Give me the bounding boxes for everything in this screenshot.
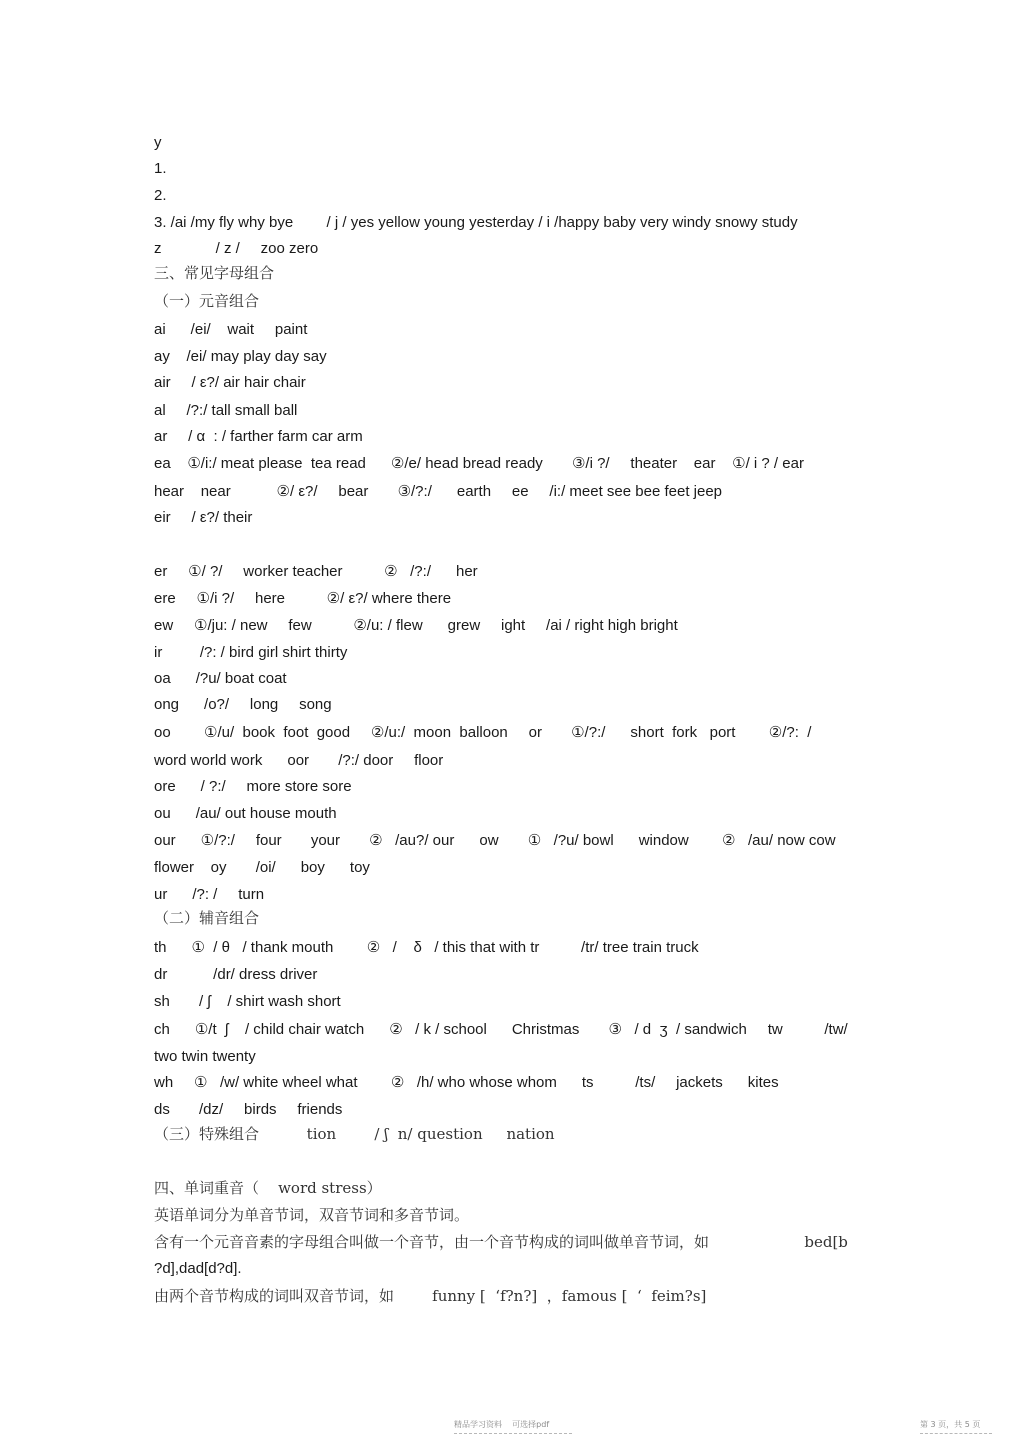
text-line: 由两个音节构成的词叫双音节词，如 funny [ ‘f?n?] ，famous [ ‘ feim?s] bbox=[154, 1287, 707, 1305]
text-line: ir /?: / bird girl shirt thirty bbox=[154, 644, 348, 661]
text-line: air / ε?/ air hair chair bbox=[154, 374, 306, 391]
subsection-heading: （二）辅音组合 bbox=[154, 909, 260, 927]
subsection-heading: （一）元音组合 bbox=[154, 292, 260, 310]
text-line: er ①/ ?/ worker teacher ② /?:/ her bbox=[154, 563, 478, 580]
text-line: ong /o?/ long song bbox=[154, 696, 332, 713]
section-heading: 三、常见字母组合 bbox=[154, 264, 275, 282]
text-line: th ① / θ / thank mouth ② / δ / this that with tr /tr/ tree train truck bbox=[154, 939, 699, 956]
text-line: wh ① /w/ white wheel what ② /h/ who whose whom ts /ts/ jackets kites bbox=[154, 1074, 779, 1091]
text-line: ou /au/ out house mouth bbox=[154, 805, 337, 822]
text-line: z / z / zoo zero bbox=[154, 240, 319, 257]
text-line: ea ①/i:/ meat please tea read ②/e/ head bread ready ③/i ?/ theater ear ①/ i ? / ear bbox=[154, 455, 804, 472]
text-line: flower oy /oi/ boy toy bbox=[154, 859, 370, 876]
text-line: 含有一个元音音素的字母组合叫做一个音节，由一个音节构成的词叫做单音节词，如 bed[b bbox=[154, 1233, 848, 1251]
text-line: ere ①/i ?/ here ②/ ε?/ where there bbox=[154, 590, 452, 607]
text-line: eir / ε?/ their bbox=[154, 509, 253, 526]
text-line: ar / α : / farther farm car arm bbox=[154, 428, 363, 445]
text-line: ai /ei/ wait paint bbox=[154, 321, 308, 338]
footer-left-label: 精品学习资料 可选择pdf bbox=[454, 1420, 550, 1429]
text-line: 1. bbox=[154, 160, 167, 177]
page-number: 第 3 页，共 5 页 bbox=[920, 1420, 981, 1429]
subsection-heading: （三）特殊组合 tion / ʃ n/ question nation bbox=[154, 1125, 555, 1143]
text-line: two twin twenty bbox=[154, 1048, 256, 1065]
text-line: ds /dz/ birds friends bbox=[154, 1101, 343, 1118]
text-line: oa /?u/ boat coat bbox=[154, 670, 287, 687]
footer-divider bbox=[454, 1433, 572, 1434]
text-line: 2. bbox=[154, 187, 167, 204]
text-line: ore / ?:/ more store sore bbox=[154, 778, 352, 795]
section-heading: 四、单词重音（ word stress） bbox=[154, 1179, 382, 1197]
text-line: word world work oor /?:/ door floor bbox=[154, 752, 444, 769]
text-line: 3. /ai /my fly why bye / j / yes yellow young yesterday / i /happy baby very windy snowy study bbox=[154, 214, 798, 231]
footer-divider bbox=[920, 1433, 992, 1434]
text-line: ay /ei/ may play day say bbox=[154, 348, 327, 365]
text-line: sh / ʃ / shirt wash short bbox=[154, 993, 341, 1010]
text-line: hear near ②/ ε?/ bear ③/?:/ earth ee /i:/ meet see bee feet jeep bbox=[154, 483, 723, 500]
text-line: ch ①/t ʃ / child chair watch ② / k / school Christmas ③ / d ʒ / sandwich tw /tw/ bbox=[154, 1021, 848, 1038]
text-line: dr /dr/ dress driver bbox=[154, 966, 318, 983]
text-line: al /?:/ tall small ball bbox=[154, 402, 298, 419]
text-line: ?d],dad[d?d]. bbox=[154, 1260, 242, 1277]
text-line: ur /?: / turn bbox=[154, 886, 265, 903]
text-line: 英语单词分为单音节词，双音节词和多音节词。 bbox=[154, 1206, 470, 1224]
text-line: ew ①/ju: / new few ②/u: / flew grew ight /ai / right high bright bbox=[154, 617, 678, 634]
text-line: oo ①/u/ book foot good ②/u:/ moon balloon or ①/?:/ short fork port ②/?: / bbox=[154, 724, 812, 741]
text-line: our ①/?:/ four your ② /au?/ our ow ① /?u/ bowl window ② /au/ now cow bbox=[154, 832, 836, 849]
text-line: y bbox=[154, 134, 162, 151]
